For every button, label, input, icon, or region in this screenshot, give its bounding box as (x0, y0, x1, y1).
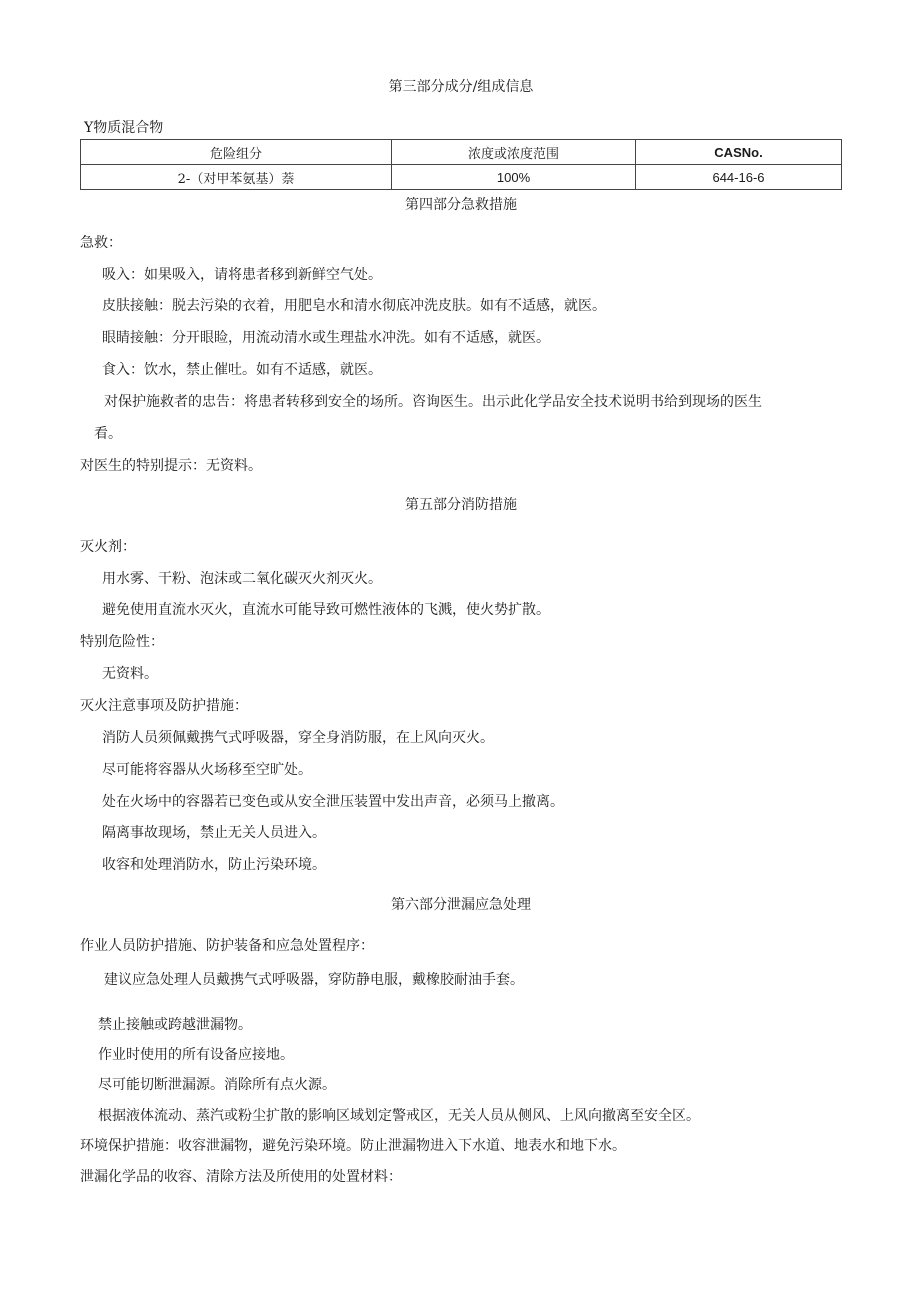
section6-title: 第六部分泄漏应急处理 (391, 897, 531, 913)
cell-concentration: 100% (392, 165, 636, 190)
spill-measure-2: 禁止接触或跨越泄漏物。 (98, 1017, 252, 1033)
inhalation-text: 吸入：如果吸入，请将患者移到新鲜空气处。 (102, 267, 382, 283)
special-hazard-label: 特别危险性： (80, 634, 164, 650)
list-item: 隔离事故现场，禁止无关人员进入。 (102, 825, 326, 841)
special-hazard-value: 无资料。 (102, 666, 158, 682)
list-item: 尽可能将容器从火场移至空旷处。 (102, 762, 312, 778)
extinguishing-agent-label: 灭火剂： (80, 539, 136, 555)
cell-component: 2-（对甲苯氨基）萘 (81, 165, 392, 190)
extinguishing-agent-2: 避免使用直流水灭火，直流水可能导致可燃性液体的飞溅，使火势扩散。 (102, 602, 550, 618)
section4-title: 第四部分急救措施 (405, 197, 517, 213)
environmental-measures: 环境保护措施：收容泄漏物，避免污染环境。防止泄漏物进入下水道、地表水和地下水。 (80, 1138, 626, 1154)
rescuer-advice-line1: 对保护施救者的忠告：将患者转移到安全的场所。咨询医生。出示此化学品安全技术说明书给到现场的医生 (104, 394, 762, 410)
list-item: 消防人员须佩戴携气式呼吸器，穿全身消防服，在上风向灭火。 (102, 730, 494, 746)
eye-contact-text: 眼睛接触：分开眼睑，用流动清水或生理盐水冲洗。如有不适感，就医。 (102, 330, 550, 346)
spill-measure-1: 建议应急处理人员戴携气式呼吸器，穿防静电服，戴橡胶耐油手套。 (104, 972, 524, 988)
cell-cas: 644-16-6 (636, 165, 842, 190)
header-cas: CASNo. (636, 140, 842, 165)
extinguishing-agent-1: 用水雾、干粉、泡沫或二氧化碳灭火剂灭火。 (102, 571, 382, 587)
composition-table (80, 139, 842, 190)
section3-title: 第三部分成分/组成信息 (388, 79, 534, 95)
section5-title: 第五部分消防措施 (405, 497, 517, 513)
personnel-measures-label: 作业人员防护措施、防护装备和应急处置程序： (80, 938, 374, 954)
substance-type-label: Y物质混合物 (84, 120, 164, 136)
firefighting-precaution-label: 灭火注意事项及防护措施： (80, 698, 248, 714)
skin-contact-text: 皮肤接触：脱去污染的衣着，用肥皂水和清水彻底冲洗皮肤。如有不适感，就医。 (102, 298, 606, 314)
list-item: 处在火场中的容器若已变色或从安全泄压装置中发出声音，必须马上撤离。 (102, 794, 564, 810)
ingestion-text: 食入：饮水，禁止催吐。如有不适感，就医。 (102, 362, 382, 378)
first-aid-label: 急救： (80, 235, 122, 251)
rescuer-advice-line2: 看。 (94, 426, 122, 442)
table-header-row (81, 140, 842, 165)
spill-measure-3: 作业时使用的所有设备应接地。 (98, 1047, 294, 1063)
table-row (81, 165, 842, 190)
header-component: 危险组分 (81, 140, 392, 165)
list-item: 收容和处理消防水，防止污染环境。 (102, 857, 326, 873)
doctor-note: 对医生的特别提示：无资料。 (80, 458, 262, 474)
spill-measure-4: 尽可能切断泄漏源。消除所有点火源。 (98, 1077, 336, 1093)
cleanup-methods-label: 泄漏化学品的收容、清除方法及所使用的处置材料： (80, 1169, 402, 1185)
header-concentration: 浓度或浓度范围 (392, 140, 636, 165)
spill-measure-5: 根据液体流动、蒸汽或粉尘扩散的影响区域划定警戒区，无关人员从侧风、上风向撤离至安全区。 (98, 1108, 700, 1124)
